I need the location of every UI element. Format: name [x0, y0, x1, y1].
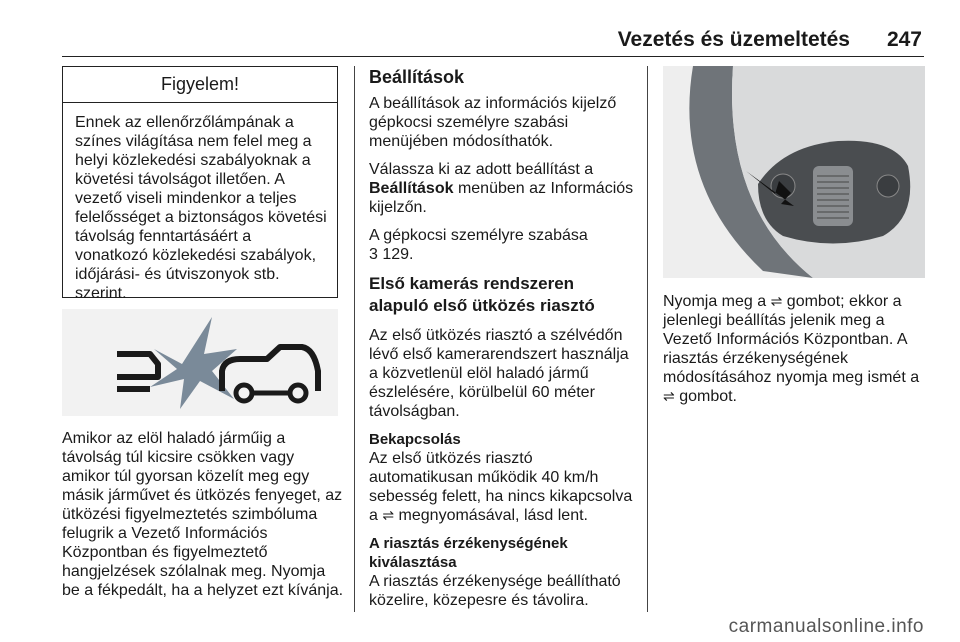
sensitivity-paragraph: A riasztás érzékenysége beállítható közelire, közepesre és távolira.	[369, 573, 621, 609]
distance-button-icon: ⇌	[770, 293, 783, 309]
section-heading: Első kamerás rendszeren alapuló első ütközés riasztó	[369, 274, 595, 315]
section-paragraph: Az első ütközés riasztó a szélvédőn lévő első kamerarendszert használja a közvetlenül elöl haladó jármű észlelésére, körülbelül 60 méter távolságban.	[369, 327, 629, 420]
sensitivity-heading: A riasztás érzékenységének kiválasztása	[369, 535, 568, 571]
page-reference-icon: 3	[369, 246, 378, 263]
distance-button-icon: ⇌	[663, 388, 675, 404]
middle-column	[369, 66, 637, 610]
collision-warning-icon	[62, 309, 338, 416]
settings-menu-name: Beállítások	[369, 180, 454, 197]
right-column-paragraph: Nyomja meg a ⇌ gombot; ekkor a jelenlegi beállítás jelenik meg a Vezető Információs Központban. A riasztás érzékenységének módosításához nyomja meg ismét a ⇌ gombot.	[663, 293, 920, 405]
page-number: 247	[886, 28, 922, 51]
chapter-title: Vezetés és üzemeltetés	[617, 28, 850, 51]
distance-button-icon: ⇌	[382, 507, 395, 523]
watermark: carmanualsonline.info	[728, 616, 924, 637]
page-header	[0, 0, 960, 60]
settings-paragraph-2: Válassza ki az adott beállítást a Beállítások menüben az Információs kijelzőn.	[369, 161, 634, 216]
activation-heading: Bekapcsolás	[369, 431, 461, 448]
warning-box	[62, 66, 338, 302]
steering-wheel-controls-icon	[663, 66, 925, 278]
warning-title: Figyelem!	[63, 67, 337, 103]
column-divider-right	[647, 66, 648, 612]
collision-warning-illustration	[62, 309, 338, 416]
column-divider-left	[354, 66, 355, 612]
warning-text: Ennek az ellenőrzőlámpának a színes világítása nem felel meg a helyi közlekedési szabályoknak a követési távolságot illetően. A vezető viseli mindenkor a teljes felelősséget a biztonságos követési távolság fenntartásáért a vonatkozó közlekedési szabályok, időjárási- és útviszonyok stb. szerint.	[75, 114, 327, 302]
settings-paragraph-3: A gépkocsi személyre szabása 3 129.	[369, 227, 588, 263]
collision-paragraph: Amikor az elöl haladó járműig a távolság túl kicsire csökken vagy amikor túl gyorsan közelít meg egy másik járművet és ütközés fenyeget, az ütközési figyelmeztetés szimbóluma felugrik a Vezető Információs Központban és figyelmeztető hangjelzések szólalnak meg. Nyomja be a fékpedált, ha a helyzet ezt kívánja.	[62, 430, 344, 599]
activation-paragraph: Az első ütközés riasztó automatikusan működik 40 km/h sebesség felett, ha nincs kikapcsolva a ⇌ megnyomásával, lásd lent.	[369, 450, 633, 524]
settings-heading: Beállítások	[369, 67, 465, 87]
settings-paragraph-1: A beállítások az információs kijelző gépkocsi személyre szabási menüjében módosíthatók.	[369, 95, 617, 150]
page-reference: 129.	[382, 246, 414, 263]
header-rule	[62, 56, 924, 57]
steering-wheel-illustration	[663, 66, 925, 278]
